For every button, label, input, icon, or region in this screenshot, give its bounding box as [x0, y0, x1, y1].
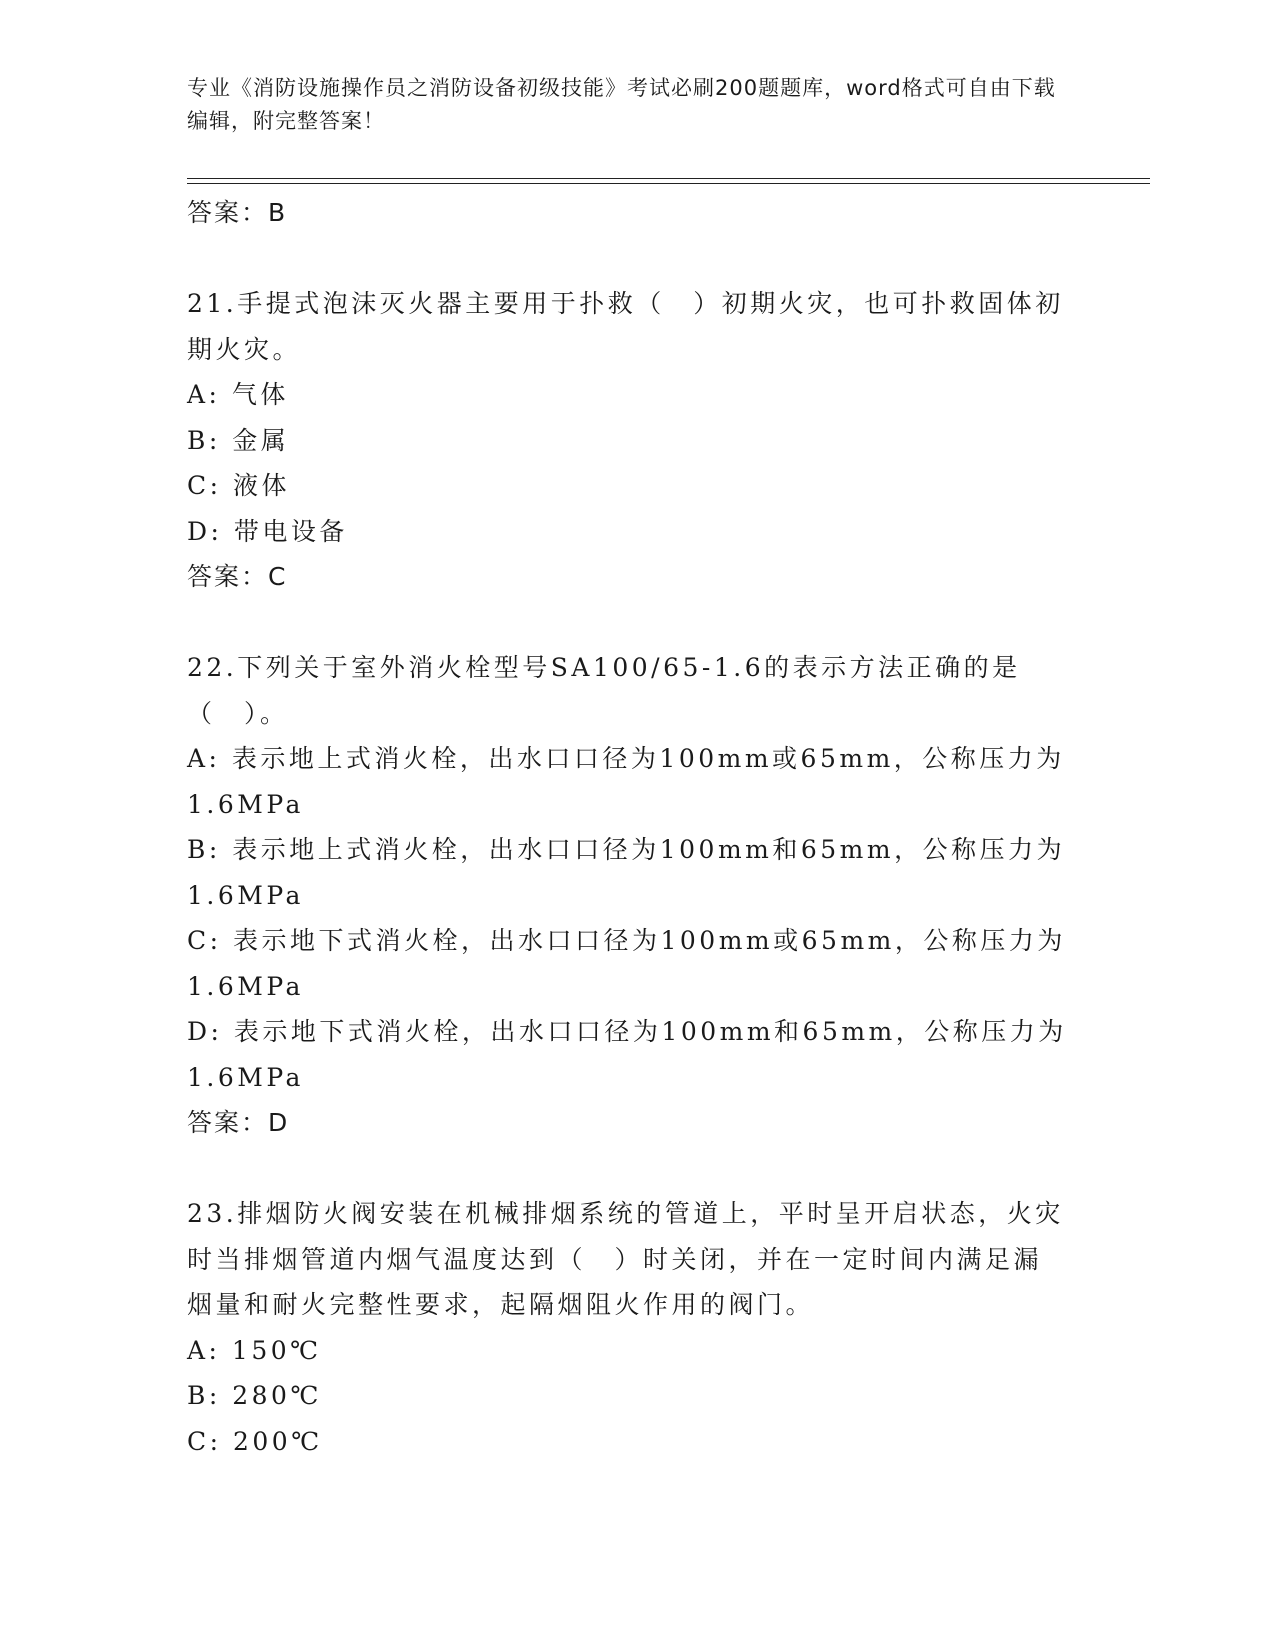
- question-23: [187, 1191, 1087, 1464]
- header-divider-thick: [187, 178, 1150, 179]
- option-d: D: 带电设备: [187, 516, 348, 546]
- option-a: A: 表示地上式消火栓，出水口口径为100mm或65mm，公称压力为1.6MPa: [187, 744, 1065, 819]
- option-a: A: 150℃: [187, 1335, 322, 1365]
- document-body: [187, 190, 1087, 1464]
- question-text: 23.排烟防火阀安装在机械排烟系统的管道上，平时呈开启状态，火灾时当排烟管道内烟气温度达到（ ）时关闭，并在一定时间内满足漏烟量和耐火完整性要求，起隔烟阻火作用的阀门。: [187, 1199, 1064, 1319]
- spacer: [187, 235, 1087, 281]
- option-b: B: 280℃: [187, 1381, 322, 1410]
- option-b: B: 表示地上式消火栓，出水口口径为100mm和65mm，公称压力为1.6MPa: [187, 835, 1066, 910]
- option-c: C: 200℃: [187, 1426, 323, 1456]
- answer: 答案：C: [187, 562, 288, 591]
- option-c: C: 液体: [187, 471, 290, 500]
- spacer: [187, 599, 1087, 645]
- question-text: 22.下列关于室外消火栓型号SA100/65-1.6的表示方法正确的是（ ）。: [187, 653, 1021, 728]
- question-text: 21.手提式泡沫灭火器主要用于扑救（ ）初期火灾，也可扑救固体初期火灾。: [187, 289, 1064, 364]
- question-21: [187, 281, 1087, 599]
- answer: 答案：D: [187, 1108, 290, 1137]
- option-a: A: 气体: [187, 380, 289, 409]
- header-divider-thin: [187, 183, 1150, 184]
- question-22: [187, 645, 1087, 1145]
- option-c: C: 表示地下式消火栓，出水口口径为100mm或65mm，公称压力为1.6MPa: [187, 926, 1066, 1001]
- spacer: [187, 1145, 1087, 1191]
- option-b: B: 金属: [187, 425, 290, 455]
- option-d: D: 表示地下式消火栓，出水口口径为100mm和65mm，公称压力为1.6MPa: [187, 1017, 1067, 1092]
- page-header: 专业《消防设施操作员之消防设备初级技能》考试必刷200题题库，word格式可自由下载编辑，附完整答案！: [187, 76, 1056, 133]
- previous-answer: 答案：B: [187, 198, 288, 227]
